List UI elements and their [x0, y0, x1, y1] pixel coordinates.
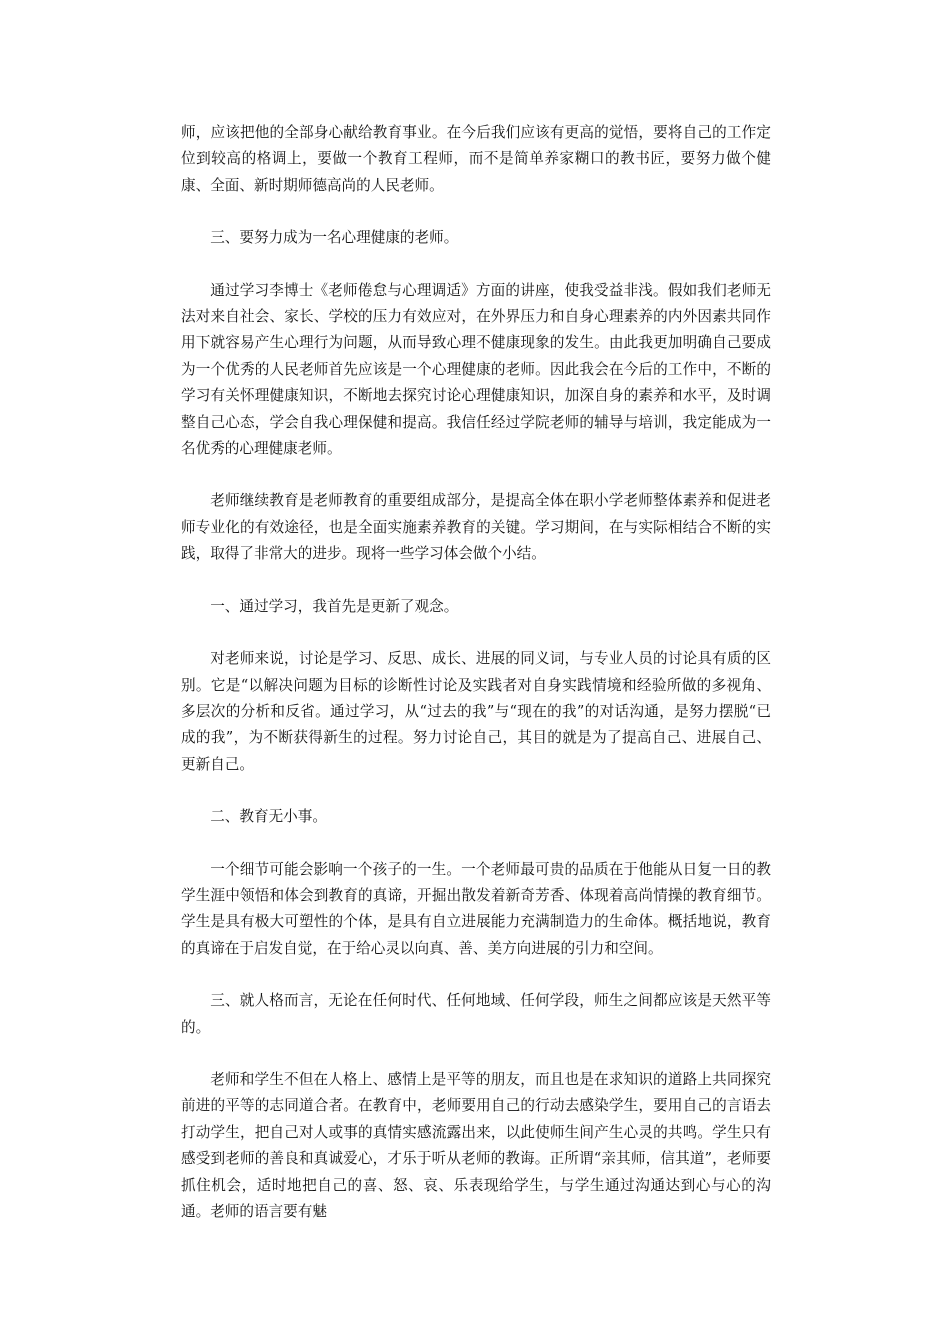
section-heading-1: 一、通过学习，我首先是更新了观念。: [210, 597, 459, 615]
section-heading-3b: 三、就人格而言，无论在任何时代、任何地域、任何学段，师生之间都应该是天然平等的。: [181, 992, 771, 1036]
paragraph-continuation: 师，应该把他的全部身心献给教育事业。在今后我们应该有更高的觉悟，要将自己的工作定位到较高的格调上，要做一个教育工程师，而不是简单养家糊口的教书匠，要努力做个健康、全面、新时期师德高尚的人民老师。: [181, 124, 771, 194]
paragraph: 通过学习李博士《老师倦怠与心理调适》方面的讲座，使我受益非浅。假如我们老师无法对来自社会、家长、学校的压力有效应对，在外界压力和自身心理素养的内外因素共同作用下就容易产生心理行为问题，从而导致心理不健康现象的发生。由此我更加明确自己要成为一个优秀的人民老师首先应该是一个心理健康的老师。因此我会在今后的工作中，不断的学习有关怀理健康知识，不断地去探究讨论心理健康知识，加深自身的素养和水平，及时调整自己心态，学会自我心理保健和提高。我信任经过学院老师的辅导与培训，我定能成为一名优秀的心理健康老师。: [181, 281, 771, 458]
paragraph: 一个细节可能会影响一个孩子的一生。一个老师最可贵的品质在于他能从日复一日的教学生涯中领悟和体会到教育的真谛，开掘出散发着新奇芳香、体现着高尚情操的教育细节。学生是具有极大可塑性的个体，是具有自立进展能力充满制造力的生命体。概括地说，教育的真谛在于启发自觉，在于给心灵以向真、善、美方向进展的引力和空间。: [181, 860, 771, 957]
paragraph: 老师和学生不但在人格上、感情上是平等的朋友，而且也是在求知识的道路上共同探究前进的平等的志同道合者。在教育中，老师要用自己的行动去感染学生，要用自己的言语去打动学生，把自己对人或事的真情实感流露出来，以此使师生间产生心灵的共鸣。学生只有感受到老师的善良和真诚爱心，才乐于听从老师的教诲。正所谓“亲其师，信其道”，老师要抓住机会，适时地把自己的喜、怒、哀、乐表现给学生，与学生通过沟通达到心与心的沟通。老师的语言要有魅: [181, 1070, 771, 1220]
section-heading-3: 三、要努力成为一名心理健康的老师。: [210, 229, 459, 247]
paragraph: 老师继续教育是老师教育的重要组成部分，是提高全体在职小学老师整体素养和促进老师专业化的有效途径，也是全面实施素养教育的关键。学习期间，在与实际相结合不断的实践，取得了非常大的进步。现将一些学习体会做个小结。: [181, 492, 771, 563]
section-heading-2: 二、教育无小事。: [210, 808, 327, 826]
paragraph: 对老师来说，讨论是学习、反思、成长、进展的同义词，与专业人员的讨论具有质的区别。它是“以解决问题为目标的诊断性讨论及实践者对自身实践情境和经验所做的多视角、多层次的分析和反省。通过学习，从“过去的我”与“现在的我”的对话沟通，是努力摆脱“已成的我”，为不断获得新生的过程。努力讨论自己，其目的就是为了提高自己、进展自己、更新自己。: [181, 650, 771, 773]
document-page: [181, 120, 771, 1225]
